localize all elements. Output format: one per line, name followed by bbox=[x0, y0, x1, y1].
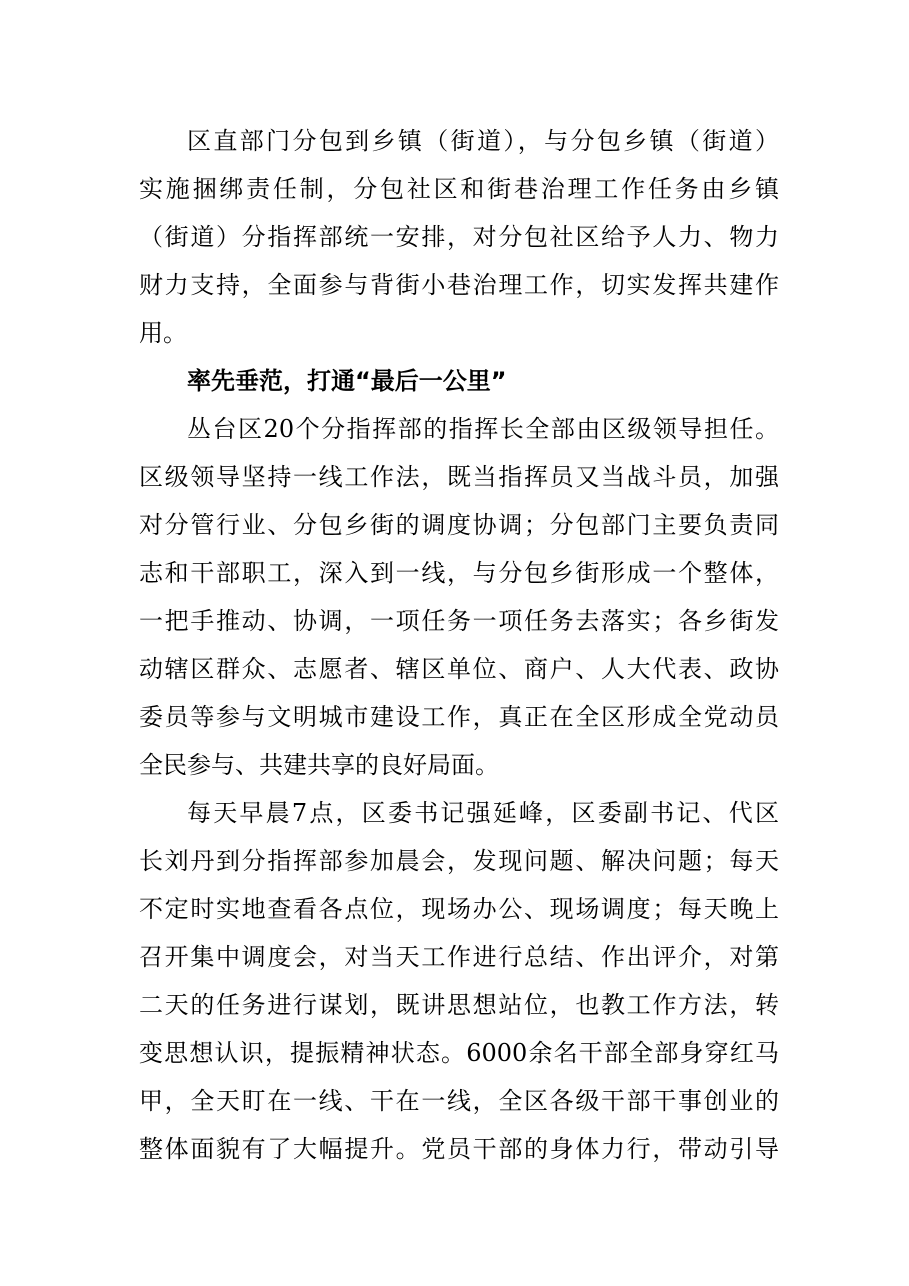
paragraph-3-line-5: 二天的任务进行谋划，既讲思想站位，也教工作方法，转 bbox=[139, 991, 779, 1019]
paragraph-2-line-1: 丛台区20个分指挥部的指挥长全部由区级领导担任。 bbox=[187, 415, 779, 443]
section-heading: 率先垂范，打通“最后一公里” bbox=[187, 367, 507, 395]
paragraph-3-line-2: 长刘丹到分指挥部参加晨会，发现问题、解决问题；每天 bbox=[139, 847, 779, 875]
paragraph-3-line-6: 变思想认识，提振精神状态。6000余名干部全部身穿红马 bbox=[139, 1039, 779, 1067]
paragraph-1-line-3: （街道）分指挥部统一安排，对分包社区给予人力、物力 bbox=[139, 223, 779, 251]
paragraph-3-line-4: 召开集中调度会，对当天工作进行总结、作出评介，对第 bbox=[139, 943, 779, 971]
paragraph-2-line-7: 委员等参与文明城市建设工作，真正在全区形成全党动员 bbox=[139, 703, 779, 731]
paragraph-2-line-5: 一把手推动、协调，一项任务一项任务去落实；各乡街发 bbox=[139, 607, 779, 635]
paragraph-1-line-2: 实施捆绑责任制，分包社区和街巷治理工作任务由乡镇 bbox=[139, 175, 779, 203]
paragraph-2-line-3: 对分管行业、分包乡街的调度协调；分包部门主要负责同 bbox=[139, 511, 779, 539]
paragraph-2-line-4: 志和干部职工，深入到一线，与分包乡街形成一个整体， bbox=[139, 559, 779, 587]
paragraph-1-line-4: 财力支持，全面参与背街小巷治理工作，切实发挥共建作 bbox=[139, 271, 779, 299]
paragraph-3-line-8: 整体面貌有了大幅提升。党员干部的身体力行，带动引导 bbox=[139, 1135, 779, 1163]
paragraph-3-line-7: 甲，全天盯在一线、干在一线，全区各级干部干事创业的 bbox=[139, 1087, 779, 1115]
paragraph-3-line-1: 每天早晨7点，区委书记强延峰，区委副书记、代区 bbox=[187, 799, 779, 827]
paragraph-2-line-2: 区级领导坚持一线工作法，既当指挥员又当战斗员，加强 bbox=[139, 463, 779, 491]
paragraph-3-line-3: 不定时实地查看各点位，现场办公、现场调度；每天晚上 bbox=[139, 895, 779, 923]
paragraph-2-line-6: 动辖区群众、志愿者、辖区单位、商户、人大代表、政协 bbox=[139, 655, 779, 683]
paragraph-1-line-1: 区直部门分包到乡镇（街道），与分包乡镇（街道） bbox=[187, 127, 779, 155]
paragraph-2-line-8: 全民参与、共建共享的良好局面。 bbox=[139, 751, 499, 779]
paragraph-1-line-5: 用。 bbox=[139, 319, 187, 347]
